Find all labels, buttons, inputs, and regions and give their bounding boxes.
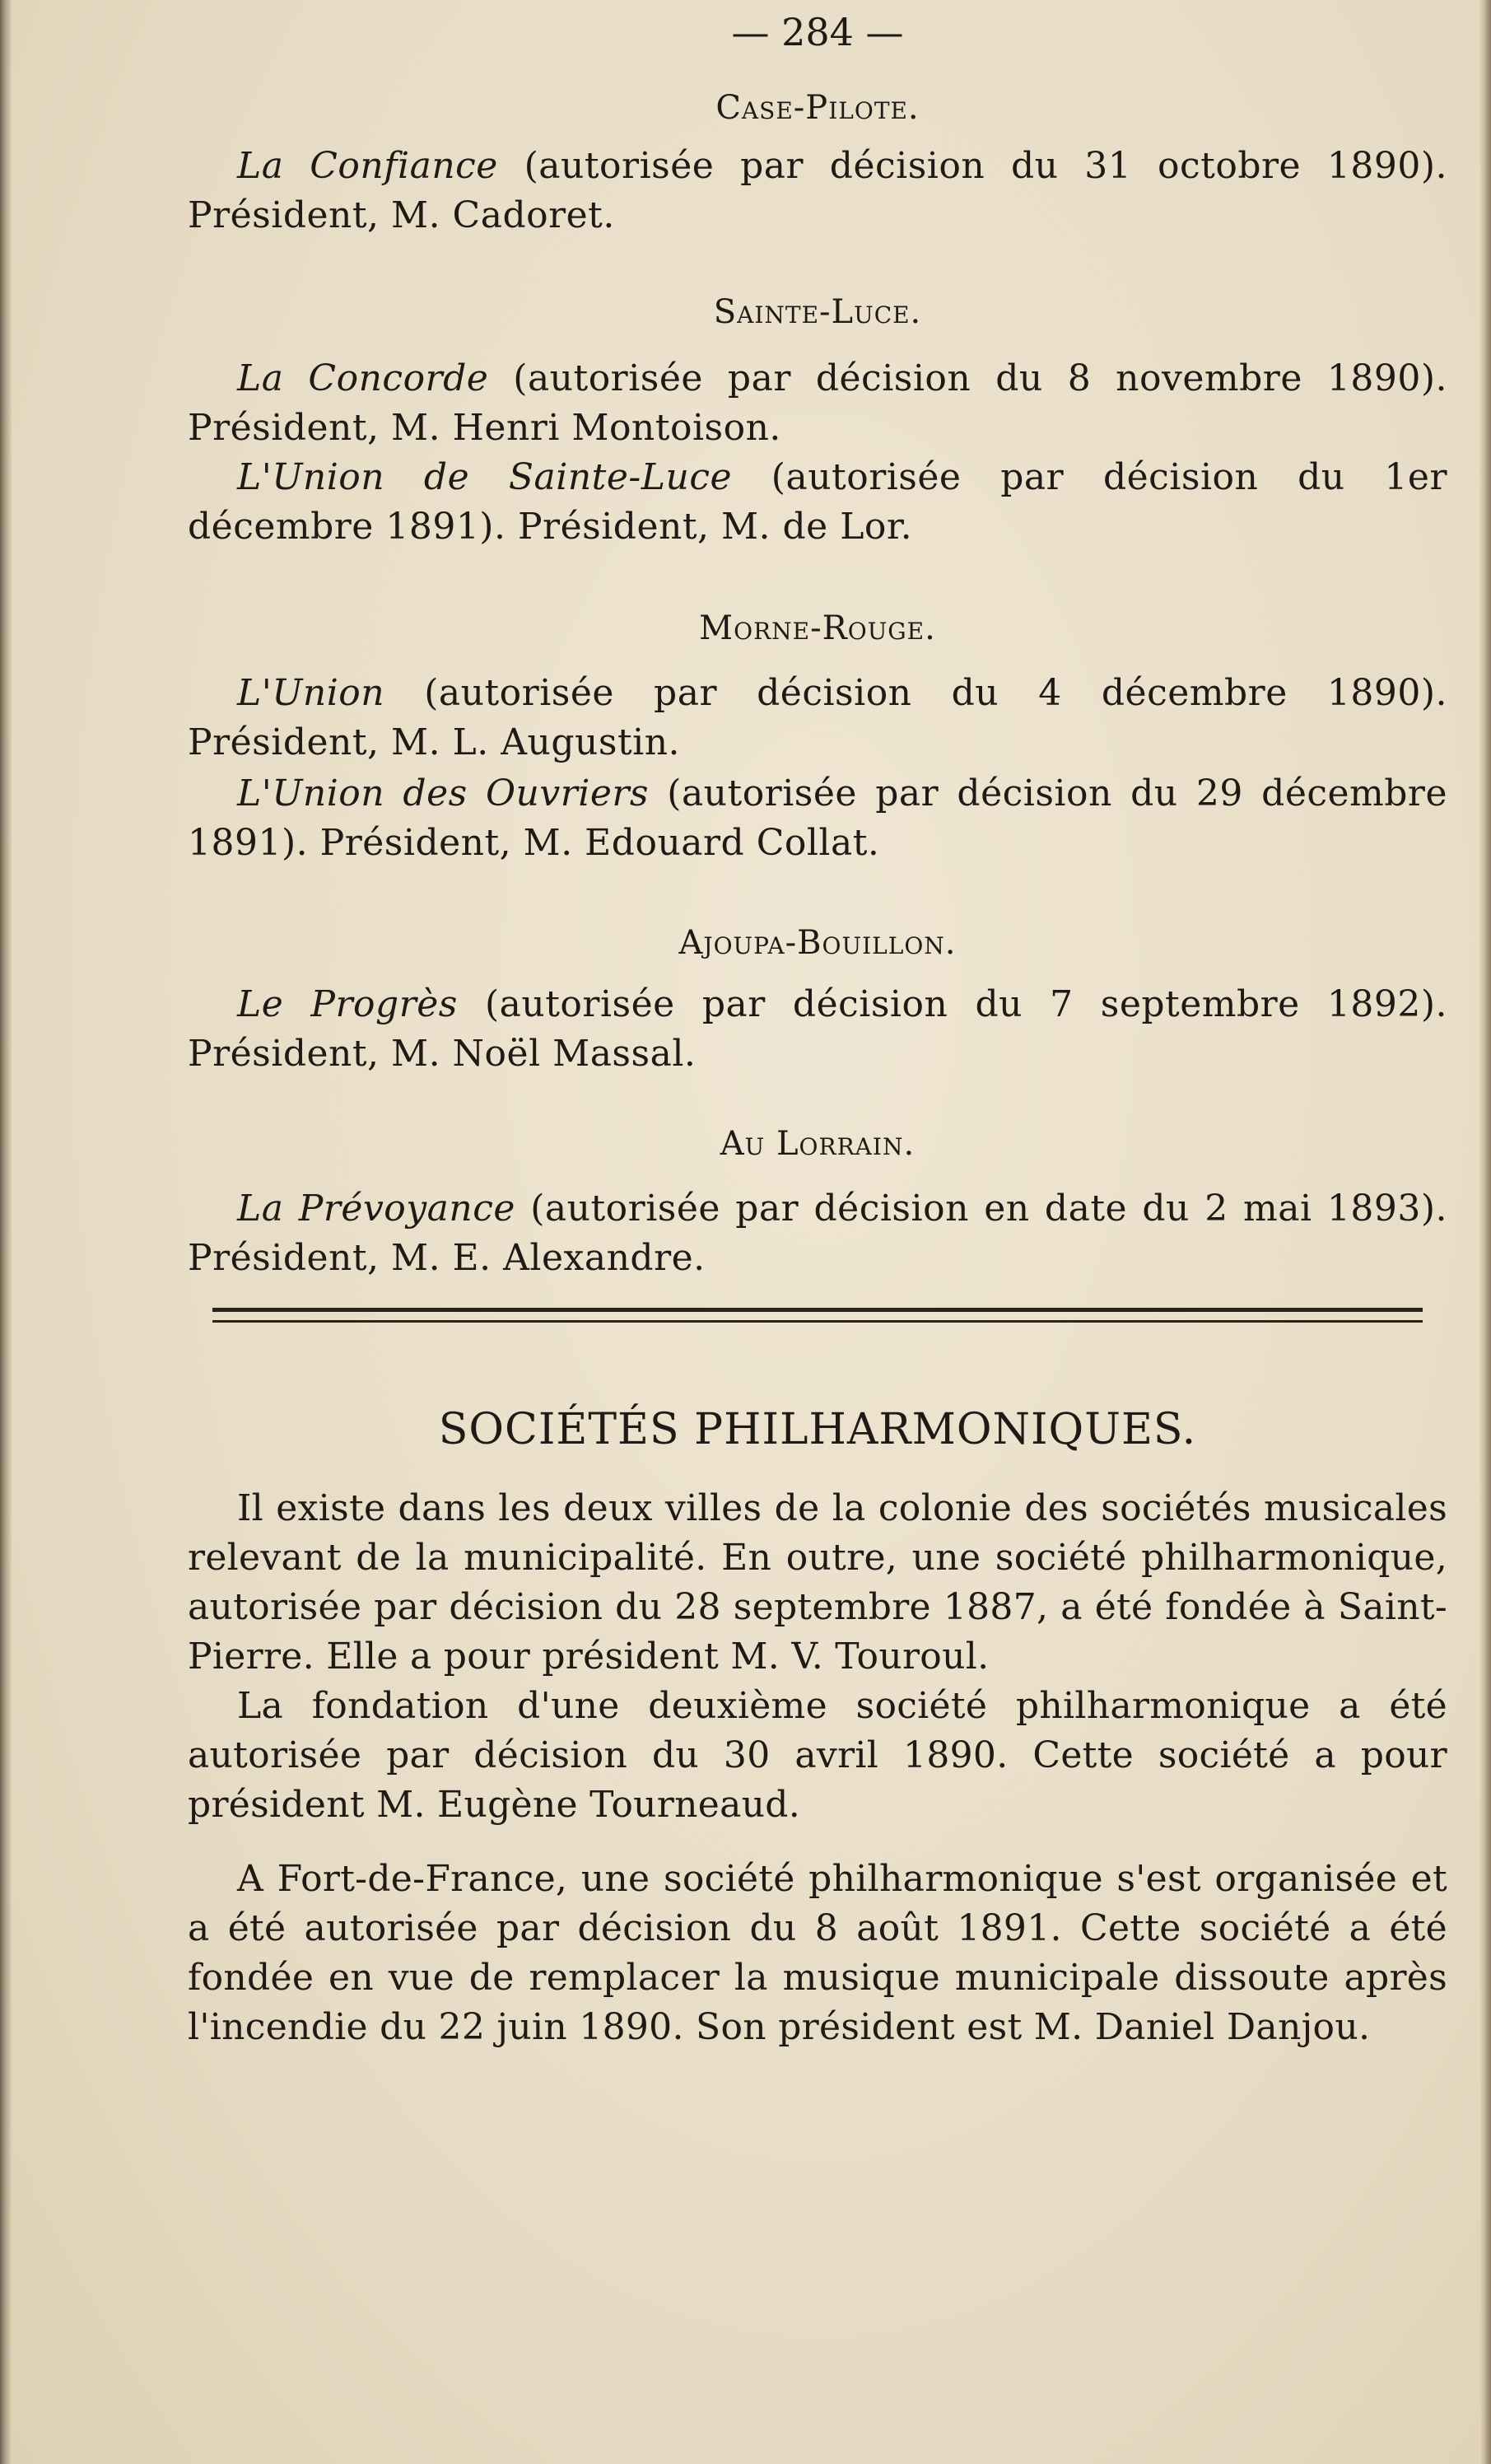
heading-morne-rouge: Morne-Rouge. [699,609,936,647]
society-details: (autorisée par décision du 29 décembre 1891). Président, M. Edouard Collat. [188,772,1447,864]
society-name: La Prévoyance [237,1188,515,1230]
heading-case-pilote: Case-Pilote. [715,89,920,127]
entry-la-concorde [188,354,1447,453]
society-name: Le Progrès [237,983,458,1025]
society-name: L'Union de Sainte-Luce [237,456,733,498]
society-details: (autorisée par décision du 1er décembre 1891). Président, M. de Lor. [188,456,1447,548]
page-left-edge [0,0,12,2464]
heading-ajoupa-bouillon: Ajoupa-Bouillon. [678,924,957,962]
society-details: (autorisée par décision du 8 novembre 1890). Président, M. Henri Montoison. [188,357,1447,449]
society-name: L'Union des Ouvriers [237,772,649,814]
society-details: (autorisée par décision du 4 décembre 1890). Président, M. L. Augustin. [188,672,1447,763]
section-title-philharmoniques: SOCIÉTÉS PHILHARMONIQUES. [438,1405,1197,1454]
heading-sainte-luce: Sainte-Luce. [713,293,922,331]
society-details: (autorisée par décision en date du 2 mai 1893). Président, M. E. Alexandre. [188,1188,1448,1279]
paragraph-2: La fondation d'une deuxième société philharmonique a été autorisée par décision du 30 avril 1890. Cette société a pour président M. Eugène Tourneaud. [188,1685,1447,1826]
entry-l-union [188,669,1447,768]
entry-le-progres [188,980,1447,1079]
society-details: (autorisée par décision du 31 octobre 1890). Président, M. Cadoret. [188,145,1447,236]
entry-union-des-ouvriers [188,769,1447,868]
entry-la-prevoyance [188,1184,1447,1283]
paragraph-1: Il existe dans les deux villes de la colonie des sociétés musicales relevant de la municipalité. En outre, une société philharmonique, autorisée par décision du 28 septembre 1887, a été fondée à Saint-Pierre. Elle a pour président M. V. Touroul. [188,1487,1447,1678]
heading-au-lorrain: Au Lorrain. [720,1125,916,1163]
paragraph-3: A Fort-de-France, une société philharmonique s'est organisée et a été autorisée par décision du 8 août 1891. Cette société a été fondée en vue de remplacer la musique municipale dissoute après l'incendie du 22 juin 1890. Son président est M. Daniel Danjou. [188,1858,1447,2048]
society-details: (autorisée par décision du 7 septembre 1892). Président, M. Noël Massal. [188,983,1447,1075]
page-right-edge [1479,0,1491,2464]
entry-union-sainte-luce [188,453,1447,552]
double-rule-divider [212,1308,1423,1323]
society-name: L'Union [237,672,385,714]
entry-la-confiance [188,142,1447,240]
society-name: La Concorde [237,357,489,399]
page-number: — 284 — [731,10,904,54]
society-name: La Confiance [237,145,498,187]
